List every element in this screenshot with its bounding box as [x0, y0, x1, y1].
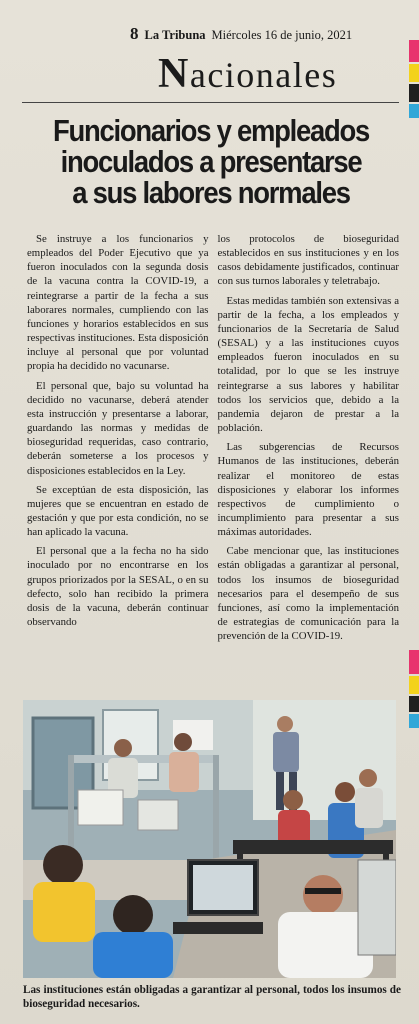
- article-body: [27, 232, 399, 692]
- article-column-left: [27, 232, 209, 692]
- photo-caption: Las instituciones están obligadas a garantizar al personal, todos los insumos de bioseguridad necesarios.: [23, 984, 401, 1010]
- article-paragraph: El personal que, bajo su voluntad ha decidido no vacunarse, deberá atender esta instrucción y presentarse a laborar, guardando las normas y medidas de bioseguridad requeridas, caso contrario, deberán someterse a los procesos y disposiciones establecidos en la Ley.: [27, 379, 209, 477]
- color-registration-strip: [409, 40, 419, 1010]
- article-paragraph: Estas medidas también son extensivas a partir de la fecha, a los empleados y funcionarios de la Secretaría de Salud (SESAL) y a las instituciones cuyos empleados fueron inoculados en su totalidad, por lo que se les instruye reintegrarse a sus labores y habilitar todos los servicios que, debido a la pandemia dejaron de prestar a la población.: [217, 294, 399, 435]
- article-column-right: [218, 232, 400, 692]
- headline-line: Funcionarios y empleados: [52, 114, 370, 148]
- headline-line: a sus labores normales: [72, 176, 350, 210]
- header-rule: [22, 102, 399, 103]
- article-paragraph: El personal que a la fecha no ha sido inoculado por no encontrarse en los grupos priorizados por la SESAL, o en su defecto, solo han recibido la primera dosis de la vacuna, deberán continuar observando: [27, 545, 209, 629]
- article-paragraph: Las subgerencias de Recursos Humanos de las instituciones, deberán realizar el monitoreo de estas disposiciones y elaborar los informes respectivos de cumplimiento o incumplimiento para presentar a sus máximas autoridades.: [217, 441, 399, 539]
- article-paragraph: Cabe mencionar que, las instituciones están obligadas a garantizar al personal, todos los insumos de bioseguridad necesarios para el desempeño de sus funciones, así como la implementación de estrategias de comunicación para la prevención de la COVID-19.: [217, 545, 399, 643]
- publication-name: La Tribuna: [144, 28, 206, 42]
- article-paragraph: Se exceptúan de esta disposición, las mujeres que se encuentran en estado de gestación y que por esta condición, no se han aplicado la vacuna.: [27, 483, 209, 539]
- headline-line: inoculados a presentarse: [60, 145, 362, 179]
- page-header: [130, 24, 380, 44]
- article-paragraph-continued: los protocolos de bioseguridad establecidos en sus instituciones y en los casos debidamente justificados, continuar con sus turnos laborales y teletrabajo.: [217, 233, 399, 288]
- section-title-initial: N: [158, 51, 190, 97]
- article-photo: [23, 700, 396, 978]
- section-title-rest: acionales: [189, 55, 338, 95]
- section-title: [158, 50, 398, 98]
- article-paragraph: Se instruye a los funcionarios y empleados del Poder Ejecutivo que ya fueron inoculados con la segunda dosis de la vacuna contra la COVID-19, a reintegrarse a partir de la fecha a sus laborares normales, cumpliendo con las funciones y horarios establecidos en sus respectivas instituciones. Esta disposición incluye al personal que por voluntad propia ha decidido no vacunarse.: [27, 233, 209, 373]
- office-scene-illustration: [23, 700, 396, 978]
- page-number: 8: [130, 24, 139, 43]
- publication-date: Miércoles 16 de junio, 2021: [211, 28, 353, 42]
- article-headline: [39, 116, 383, 209]
